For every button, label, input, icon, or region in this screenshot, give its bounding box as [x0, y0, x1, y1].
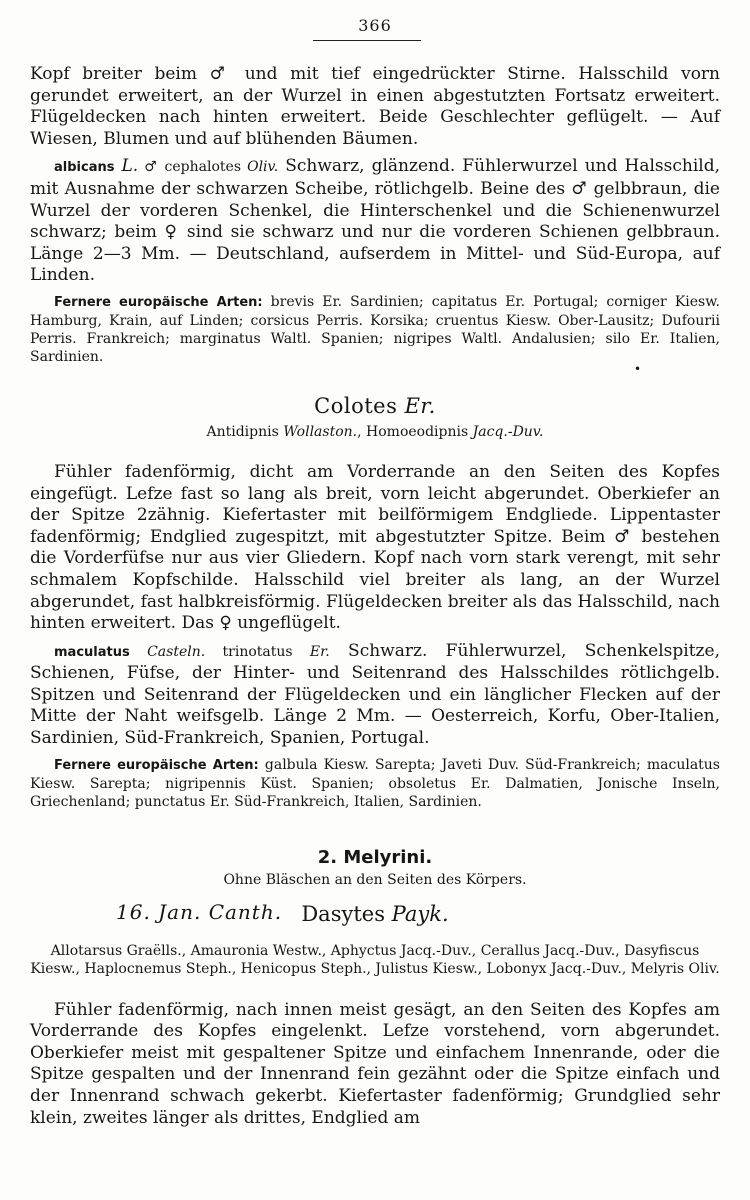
tribe-subtitle: Ohne Bläschen an den Seiten des Körpers.	[223, 871, 527, 888]
header-rule	[313, 40, 421, 41]
further-species-list: brevis Er. Sardinien; capitatus Er. Portugal; corniger Kiesw. Hamburg, Krain, auf Linden; corsicus Perris. Korsika; cruentus Kiesw. Ober-Lausitz; Dufourii Perris. Frankreich; marginatus Waltl. Spanien; nigripes Waltl. Andalusien; silo Er. Italien, Sardinien.	[30, 293, 720, 365]
paragraph-genus-description-end: Kopf breiter beim ♂ und mit tief eingedrückter Stirne. Halsschild vorn gerundet erweitert, an der Wurzel in einen abgestutzten Fortsatz erweitert. Flügeldecken nach hinten erweitert. Beide Geschlechter geflügelt. — Auf Wiesen, Blumen und auf blühenden Bäumen.	[30, 64, 720, 149]
synonym-text: trinotatus	[205, 643, 310, 660]
species-name: albicans	[54, 160, 115, 176]
further-species-label: Fernere europäische Arten:	[54, 294, 263, 310]
handwritten-annotation: 16. Jan. Canth.	[116, 899, 283, 924]
genus-synonyms-dasytes: Allotarsus Graëlls., Amauronia Westw., Aphyctus Jacq.-Duv., Cerallus Jacq.-Duv., Dasyfiscus Kiesw., Haplocnemus Steph., Henicopus Steph., Julistus Kiesw., Lobonyx Jacq.-Duv., Melyris Oliv.	[30, 942, 720, 977]
synonym-author: Er.	[309, 643, 330, 660]
species-maculatus	[30, 641, 720, 750]
synonym-author: Oliv.	[247, 159, 279, 176]
paragraph-dasytes-description: Fühler fadenförmig, nach innen meist gesägt, an den Seiten des Kopfes am Vorderrande des Kopfes eingelenkt. Lefze vorstehend, vorn abgerundet. Oberkiefer meist mit gespaltener Spitze und einfachem Innenrande, oder die Spitze gespalten und der Innenrand fein gezähnt oder die Spitze einfach und der Innenrand schwach gekerbt. Kiefertaster fadenförmig; Grundglied sehr klein, zweites länger als drittes, Endglied am	[30, 999, 720, 1128]
genus-heading-dasytes: 16. Jan. Canth. Dasytes Payk.	[116, 899, 449, 926]
further-species-block-2	[30, 756, 720, 811]
further-species-block-1	[30, 293, 720, 366]
page-content	[30, 64, 720, 1129]
species-albicans	[30, 156, 720, 287]
species-name: maculatus	[54, 644, 130, 660]
species-description: Schwarz. Fühlerwurzel, Schenkelspitze, Schienen, Füfse, der Hinter- und Seitenrand des Halsschildes rötlichgelb. Spitzen und Seitenrand der Flügeldecken und ein länglicher Flecken auf der Mitte der Naht weifsgelb. Länge 2 Mm. — Oesterreich, Korfu, Ober-Italien, Sardinien, Süd-Frankreich, Spanien, Portugal.	[30, 640, 720, 749]
further-species-list: galbula Kiesw. Sarepta; Javeti Duv. Süd-Frankreich; maculatus Kiesw. Sarepta; nigripennis Küst. Spanien; obsoletus Er. Dalmatien, Jonische Inseln, Griechenland; punctatus Er. Süd-Frankreich, Italien, Sardinien.	[30, 756, 720, 810]
genus-synonyms-colotes: Antidipnis Wollaston., Homoeodipnis Jacq.-Duv.	[206, 423, 544, 440]
synonym-text: ♂ cephalotes	[138, 159, 248, 176]
tribe-heading: 2. Melyrini.	[317, 846, 433, 868]
further-species-label: Fernere europäische Arten:	[54, 757, 259, 773]
species-author: Casteln.	[129, 643, 206, 660]
page-number: 366	[358, 16, 392, 35]
genus-heading-colotes: Colotes Er.	[314, 393, 436, 418]
stray-mark: •	[634, 362, 642, 376]
species-description: Schwarz, glänzend. Fühlerwurzel und Halsschild, mit Ausnahme der schwarzen Scheibe, rötlichgelb. Beine des ♂ gelbbraun, die Wurzel der vorderen Schenkel, die Hinterschenkel und die Schienenwurzel schwarz; beim ♀ sind sie schwarz und nur die vorderen Schienen gelbbraun. Länge 2—3 Mm. — Deutschland, aufserdem in Mittel- und Süd-Europa, auf Linden.	[30, 156, 720, 286]
species-author: L.	[121, 156, 139, 177]
paragraph-colotes-description: Fühler fadenförmig, dicht am Vorderrande an den Seiten des Kopfes eingefügt. Lefze fast so lang als breit, vorn leicht abgerundet. Oberkiefer an der Spitze 2zähnig. Kiefertaster mit beilförmigem Endgliede. Lippentaster fadenförmig; Endglied zugespitzt, mit abgestutzter Spitze. Beim ♂ bestehen die Vorderfüfse nur aus vier Gliedern. Kopf nach vorn stark verengt, mit sehr schmalem Kopfschilde. Halsschild viel breiter als lang, an der Wurzel abgerundet, fast halbkreisförmig. Flügeldecken breiter als das Halsschild, nach hinten erweitert. Das ♀ ungeflügelt.	[30, 461, 720, 634]
